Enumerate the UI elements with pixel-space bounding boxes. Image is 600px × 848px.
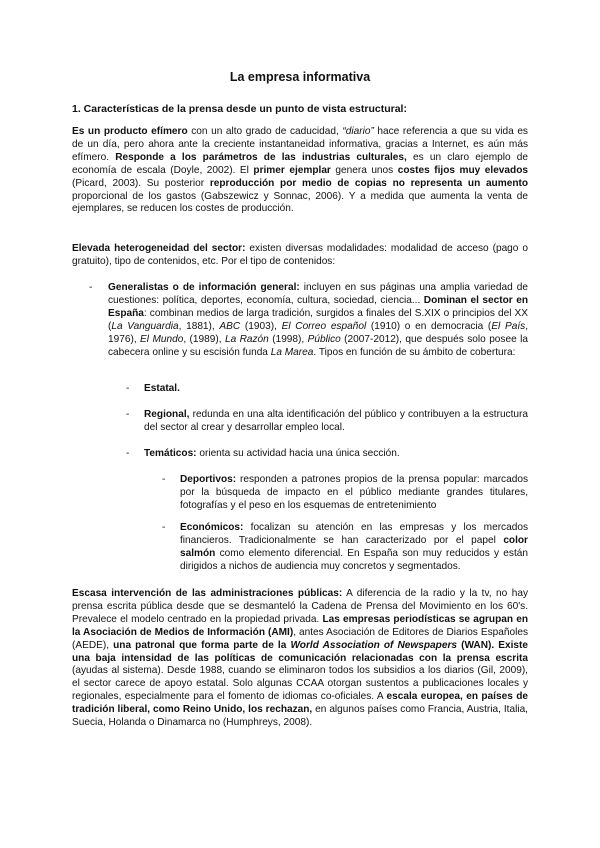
text-span: (ayudas al sistema). Desde 1988, cuando se eliminaron todos los subsidios a los diarios (Gil, 2009), el sector carece de apoyo estatal. Solo algunas CCAA otorgan sustentos a publicaciones locales y regionales, especialmente para el fomento de idiomas co-oficiales. A <box>72 665 528 703</box>
list-dash: - <box>126 448 130 459</box>
newspaper-name: La Marea <box>270 346 314 358</box>
list-dash: - <box>89 282 93 293</box>
term-heterogeneidad: Elevada heterogeneidad del sector: <box>72 243 246 254</box>
term-generalistas: Generalistas o de información general: <box>108 282 300 293</box>
term-estatal: Estatal. <box>144 383 180 394</box>
term-primer-ejemplar: primer ejemplar <box>253 164 331 176</box>
paragraph-heterogeneidad <box>72 243 528 269</box>
text-span: , 1881), <box>178 320 220 332</box>
term-producto-efimero: Es un producto efímero <box>72 126 188 137</box>
text-span: , antes Asociación de Editores de Diarios Españoles (AEDE), <box>72 626 528 651</box>
text-span: incluyen en sus páginas una amplia variedad de cuestiones: política, deportes, economía, cultura, sociedad, ciencia... <box>108 282 528 306</box>
text-span: genera unos <box>330 164 398 176</box>
newspaper-name: ABC <box>219 320 241 332</box>
text-span: . Tipos en función de su ámbito de cobertura: <box>313 346 516 358</box>
text-span: redunda en una alta identificación del público y contribuyen a la estructura del sector al crear y desarrollar empleo local. <box>144 409 528 433</box>
list-dash: - <box>126 383 130 394</box>
term-reproduccion: reproducción por medio de copias no representa un aumento <box>209 177 529 189</box>
term-intervencion: Escasa intervención de las administraciones públicas: <box>72 588 343 599</box>
text-span: (2007-2012), que después solo posee la cabecera online y su escisión funda <box>108 333 528 358</box>
term-escala-europea: escala europea, en países de tradición liberal, como Reino Unido, los rechazan, <box>72 691 528 716</box>
paragraph-intervencion <box>72 588 528 730</box>
newspaper-name: El Correo español <box>281 320 367 332</box>
text-span: “diario” <box>342 126 374 137</box>
list-dash: - <box>162 522 166 533</box>
list-item-deportivos <box>180 474 528 513</box>
term-deportivos: Deportivos: <box>180 474 237 485</box>
text-span: responden a patrones propios de la prensa popular: marcados por la búsqueda de impacto en el público mediante grandes titulares, fotografías y el peso en los esquemas de entretenimiento <box>180 474 528 511</box>
text-span: orienta su actividad hacia una única sección. <box>196 448 400 459</box>
text-span: hace referencia a que su vida es de un día, pero ahora ante la creciente instantaneidad informativa, gracias a Internet, es aún más efímero. <box>72 126 528 163</box>
list-item-tematicos <box>144 448 528 461</box>
text-span: , (1989), <box>183 333 225 345</box>
text-span: es un claro ejemplo de economía de escala (Doyle, 2002). El <box>72 151 528 176</box>
term-industrias-culturales: Responde a los parámetros de las industrias culturales, <box>115 151 407 163</box>
newspaper-name: Público <box>307 333 341 345</box>
term-color-salmon: color salmón <box>180 534 528 559</box>
term-wan: World Association of Newspapers <box>290 639 457 651</box>
term-patronal: una patronal que forma parte de la <box>113 639 291 651</box>
newspaper-name: El Mundo <box>140 333 184 345</box>
text-span: (1910) o en democracia ( <box>366 320 492 332</box>
text-span: con un alto grado de caducidad, <box>187 126 343 137</box>
text-span: focalizan su atención en las empresas y los mercados financieros. Tradicionalmente se han caracterizado por el papel <box>180 522 528 546</box>
text-span: proporcional de los gastos (Gabszewicz y Sonnac, 2006). Y a medida que aumenta la venta de ejemplares, se reducen los costes de producción. <box>72 190 528 215</box>
paragraph-producto-efimero <box>72 126 528 216</box>
list-dash: - <box>126 409 130 420</box>
term-regional: Regional, <box>144 409 190 420</box>
text-span: A diferencia de la radio y la tv, no hay prensa escrita pública desde que se desmanteló la Cadena de Prensa del Movimiento en los 60's. Prevalece el modelo centrado en la propiedad privada. <box>72 588 528 625</box>
term-ami: Las empresas periodísticas se agrupan en la Asociación de Medios de Información (AMI) <box>72 613 528 638</box>
newspaper-name: El País <box>491 320 526 332</box>
list-item-economicos <box>180 522 528 574</box>
document-title: La empresa informativa <box>229 70 371 84</box>
term-baja-intensidad: (WAN). Existe una baja intensidad de las políticas de comunicación relacionadas con la prensa escrita <box>72 639 529 664</box>
term-tematicos: Temáticos: <box>144 448 197 459</box>
text-span: , 1976), <box>108 320 529 345</box>
term-dominan: Dominan el sector en España <box>108 294 528 319</box>
list-item-estatal <box>144 383 528 396</box>
text-span: en algunos países como Francia, Austria, Italia, Suecia, Holanda o Dinamarca no (Humphreys, 2008). <box>72 704 528 729</box>
list-item-generalistas <box>108 282 528 359</box>
text-span: (1903), <box>240 320 282 332</box>
text-span: : combinan medios de larga tradición, surgidos a finales del S.XIX o principios del XX ( <box>108 307 528 332</box>
text-span: como elemento diferencial. En España son muy reducidos y están dirigidos a nichos de audiencia muy concretos y segmentados. <box>180 547 528 572</box>
newspaper-name: La Razón <box>224 333 269 345</box>
text-span: existen diversas modalidades: modalidad de acceso (pago o gratuito), tipo de contenidos, etc. Por el tipo de contenidos: <box>72 243 528 267</box>
section-heading: 1. Características de la prensa desde un punto de vista estructural: <box>72 103 407 115</box>
text-span: (1998), <box>268 333 308 345</box>
text-span: (Picard, 2003). Su posterior <box>72 177 210 189</box>
newspaper-name: La Vanguardia <box>111 320 179 332</box>
list-dash: - <box>162 474 166 485</box>
term-costes-fijos: costes fijos muy elevados <box>397 164 528 176</box>
term-economicos: Económicos: <box>180 522 244 533</box>
list-item-regional <box>144 409 528 435</box>
